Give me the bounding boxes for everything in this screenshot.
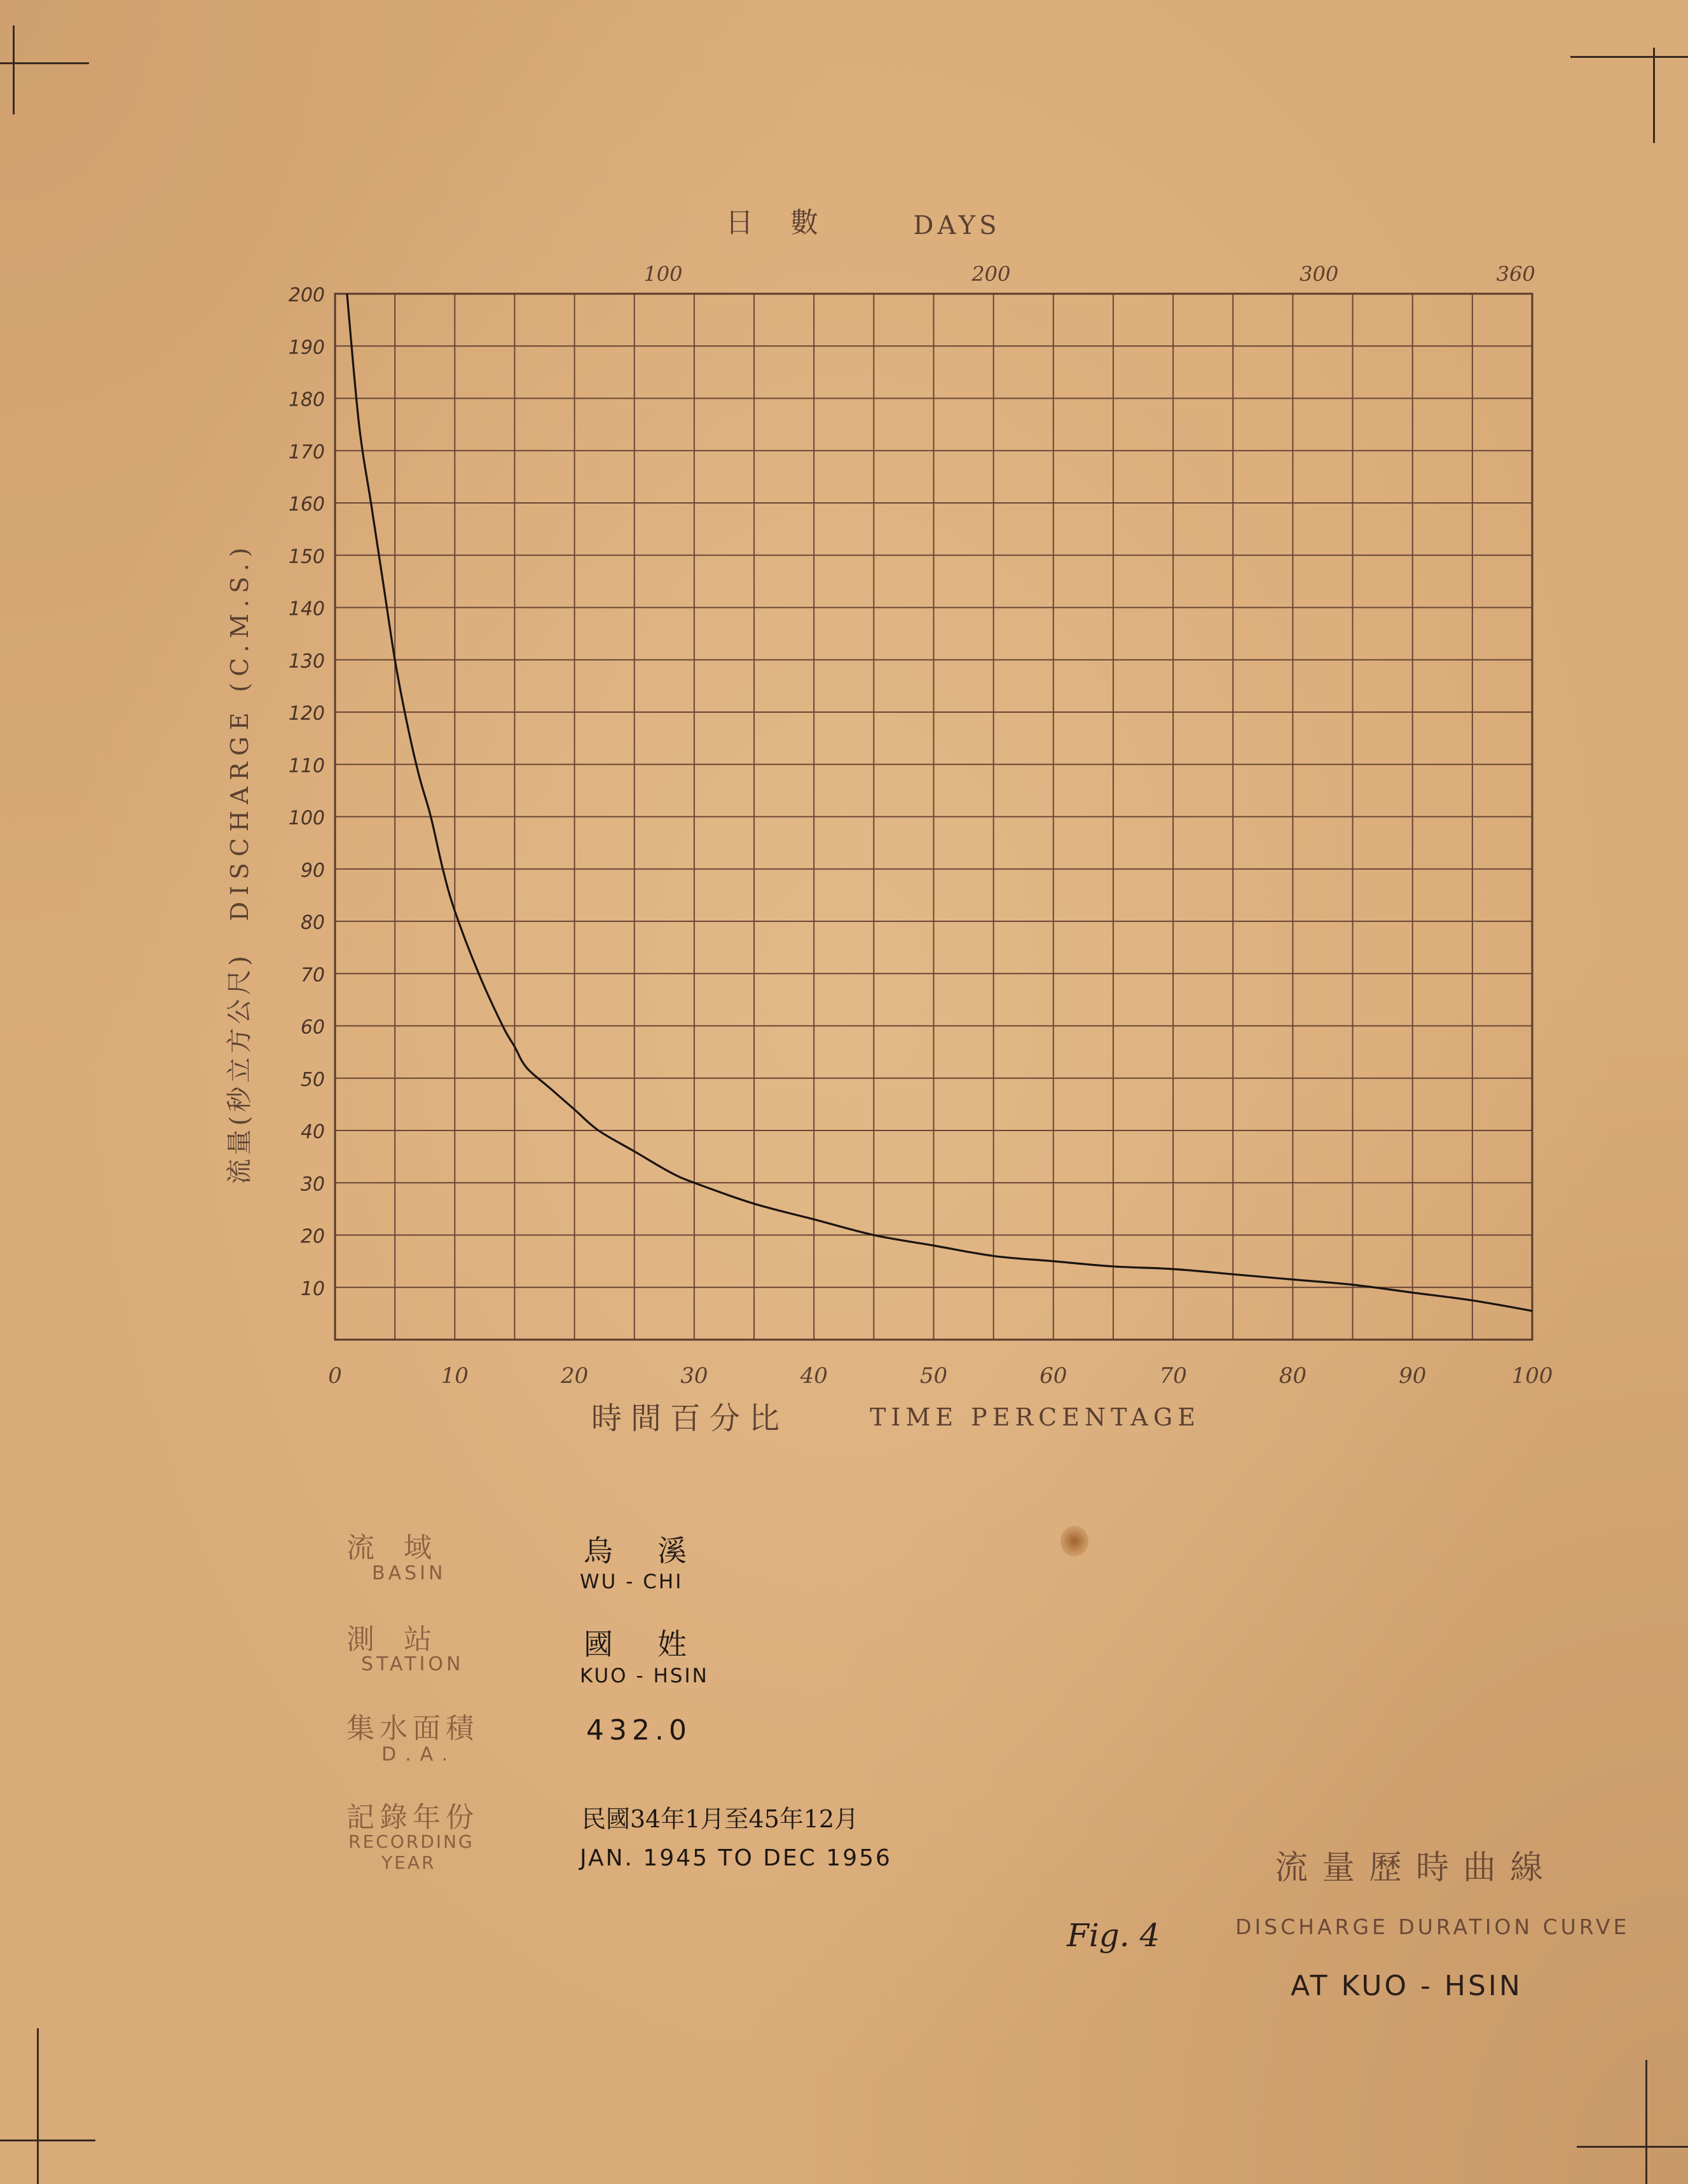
x-tick-label: 70	[1159, 1363, 1187, 1389]
duration-curve	[347, 294, 1532, 1311]
y-tick-label: 170	[288, 441, 325, 464]
y-tick-label: 80	[300, 912, 325, 934]
top-tick-label: 200	[971, 262, 1011, 286]
da-value: 432.0	[586, 1714, 692, 1747]
crop-mark	[0, 2139, 95, 2141]
y-axis-label-zh: 流量(秒立方公尺)	[225, 952, 254, 1185]
station-label-en: STATION	[361, 1653, 464, 1675]
top-axis-label-zh: 日 數	[725, 207, 832, 239]
top-axis-label-en: DAYS	[913, 211, 1001, 240]
y-tick-label: 60	[300, 1016, 325, 1039]
x-tick-label: 90	[1399, 1363, 1427, 1389]
y-tick-label: 40	[300, 1121, 325, 1143]
y-tick-labels	[289, 284, 325, 1300]
y-tick-label: 130	[288, 650, 325, 673]
title-zh: 流量歷時曲線	[1275, 1849, 1558, 1887]
top-tick-label: 100	[643, 262, 683, 286]
basin-value-zh: 烏溪	[584, 1534, 731, 1568]
station-value-zh: 國姓	[584, 1627, 731, 1661]
x-tick-label: 80	[1279, 1363, 1307, 1389]
paper-stain	[1060, 1526, 1088, 1556]
y-tick-label: 200	[288, 284, 325, 306]
y-tick-label: 20	[300, 1225, 325, 1248]
x-tick-label: 40	[800, 1363, 828, 1389]
station-label-zh: 測站	[347, 1623, 461, 1656]
y-tick-label: 160	[288, 493, 325, 516]
y-tick-label: 10	[300, 1277, 325, 1300]
crop-mark	[1645, 2060, 1647, 2184]
grid-lines	[335, 294, 1532, 1340]
top-tick-label: 360	[1496, 262, 1535, 286]
crop-mark	[37, 2028, 39, 2184]
y-tick-label: 90	[300, 859, 325, 882]
y-tick-label: 180	[288, 388, 325, 411]
title-location: AT KUO - HSIN	[1291, 1970, 1523, 2002]
basin-value-en: WU - CHI	[580, 1570, 683, 1593]
x-tick-label: 50	[919, 1363, 948, 1389]
y-tick-label: 30	[300, 1173, 325, 1196]
top-tick-label: 300	[1300, 262, 1339, 286]
x-tick-label: 10	[441, 1363, 469, 1389]
record-label-en-1: RECORDING	[348, 1831, 474, 1852]
crop-mark	[1577, 2146, 1688, 2148]
x-tick-label: 60	[1040, 1363, 1067, 1389]
x-tick-label: 20	[560, 1363, 589, 1389]
x-tick-label: 30	[680, 1363, 708, 1389]
y-tick-label: 190	[288, 336, 325, 359]
da-label-en: D.A.	[381, 1743, 457, 1766]
figure-number: Fig. 4	[1067, 1917, 1160, 1954]
y-tick-label: 150	[288, 546, 325, 568]
title-en: DISCHARGE DURATION CURVE	[1235, 1914, 1630, 1939]
y-tick-label: 140	[288, 598, 325, 621]
x-axis-label-zh: 時間百分比	[591, 1401, 789, 1436]
basin-label-zh: 流域	[347, 1532, 461, 1564]
record-value-zh: 民國34年1月至45年12月	[582, 1805, 859, 1833]
y-tick-label: 70	[300, 964, 325, 987]
basin-label-en: BASIN	[372, 1562, 446, 1584]
station-value-en: KUO - HSIN	[580, 1665, 709, 1687]
y-tick-label: 50	[300, 1068, 325, 1091]
crop-mark	[1570, 56, 1688, 58]
record-label-zh: 記錄年份	[347, 1801, 479, 1834]
x-tick-label: 100	[1511, 1363, 1553, 1389]
x-tick-label: 0	[328, 1363, 342, 1389]
x-axis-label-en: TIME PERCENTAGE	[870, 1403, 1200, 1431]
top-tick-labels	[643, 262, 1535, 286]
record-label-en-2: YEAR	[381, 1852, 436, 1873]
da-label-zh: 集水面積	[347, 1712, 479, 1745]
record-value-en: JAN. 1945 TO DEC 1956	[580, 1845, 892, 1871]
crop-mark	[1653, 48, 1655, 143]
y-tick-label: 120	[288, 703, 325, 725]
y-tick-label: 100	[288, 807, 325, 830]
y-tick-label: 110	[288, 755, 325, 778]
x-tick-labels	[328, 1363, 1553, 1389]
crop-mark	[13, 25, 15, 114]
y-axis-label-en: DISCHARGE (C.M.S.)	[226, 541, 254, 921]
